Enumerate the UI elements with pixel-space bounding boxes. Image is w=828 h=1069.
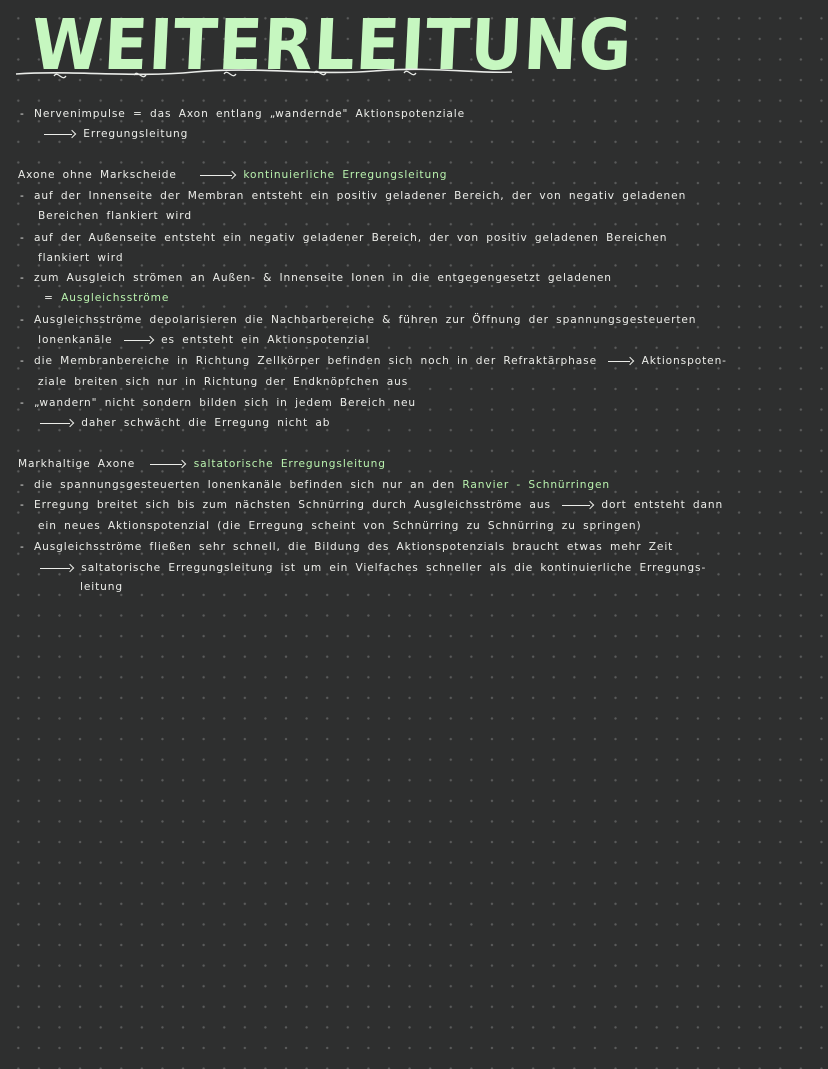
bullet-dash: - bbox=[20, 397, 25, 409]
equals-sign: = bbox=[44, 292, 54, 304]
s1-bullet-4a bbox=[20, 313, 696, 327]
s1-text-4a: Ausgleichsströme depolarisieren die Nachbarbereiche & führen zur Öffnung der spannungsgesteuerten bbox=[34, 314, 697, 326]
arrow-icon bbox=[40, 418, 74, 428]
s2-bullet-3c bbox=[80, 580, 123, 594]
s2-text-3b: saltatorische Erregungsleitung ist um ein Vielfaches schneller als die kontinuierliche Erregungs- bbox=[81, 562, 707, 574]
s2-bullet-2b bbox=[38, 519, 642, 533]
s1-bullet-2a bbox=[20, 231, 667, 245]
section-1-heading bbox=[18, 168, 447, 182]
section-2-title: Markhaltige Axone bbox=[18, 458, 136, 470]
s1-text-3b: Ausgleichsströme bbox=[61, 292, 170, 304]
s2-text-3c: leitung bbox=[80, 581, 124, 593]
bullet-dash: - bbox=[20, 499, 25, 511]
s1-text-5a-result: Aktionspoten- bbox=[641, 355, 727, 367]
s2-bullet-3a bbox=[20, 540, 673, 554]
arrow-icon bbox=[200, 170, 236, 180]
s2-text-1-highlight: Ranvier - Schnürringen bbox=[462, 479, 610, 491]
s2-text-2a-result: dort entsteht dann bbox=[601, 499, 724, 511]
bullet-dash: - bbox=[20, 190, 25, 202]
page-title: WEITERLEITUNG bbox=[29, 4, 635, 86]
s1-text-2b: flankiert wird bbox=[38, 252, 124, 264]
s1-bullet-3a bbox=[20, 271, 612, 285]
s1-text-5b: ziale breiten sich nur in Richtung der Endknöpfchen aus bbox=[38, 376, 409, 388]
section-1-title: Axone ohne Markscheide bbox=[18, 169, 177, 181]
arrow-icon bbox=[150, 459, 186, 469]
s2-text-3a: Ausgleichsströme fließen sehr schnell, die Bildung des Aktionspotenzials braucht etwas mehr Zeit bbox=[34, 541, 674, 553]
s2-bullet-3b bbox=[40, 561, 706, 575]
s1-text-1b: Bereichen flankiert wird bbox=[38, 210, 192, 222]
bullet-dash: - bbox=[20, 272, 25, 284]
intro-line-2 bbox=[44, 127, 188, 141]
bullet-dash: - bbox=[20, 355, 25, 367]
s1-bullet-6b bbox=[40, 416, 330, 430]
s1-text-2a: auf der Außenseite entsteht ein negativ geladener Bereich, der von positiv geladenen Bereichen bbox=[34, 232, 668, 244]
intro-text-2: Erregungsleitung bbox=[83, 128, 189, 140]
s1-text-3a: zum Ausgleich strömen an Außen- & Innenseite Ionen in die entgegengesetzt geladenen bbox=[34, 272, 612, 284]
s1-bullet-5b bbox=[38, 375, 408, 389]
section-2-heading bbox=[18, 457, 386, 471]
arrow-icon bbox=[124, 335, 154, 345]
s1-text-4b: Ionenkanäle bbox=[38, 334, 113, 346]
bullet-dash: - bbox=[20, 232, 25, 244]
bullet-dash: - bbox=[20, 479, 25, 491]
section-2-result: saltatorische Erregungsleitung bbox=[193, 458, 386, 470]
s1-bullet-1b bbox=[38, 209, 192, 223]
title-underline-icon bbox=[14, 60, 514, 84]
bullet-dash: - bbox=[20, 108, 25, 120]
s2-text-2b: ein neues Aktionspotenzial (die Erregung scheint von Schnürring zu Schnürring zu springen) bbox=[38, 520, 642, 532]
arrow-icon bbox=[608, 356, 634, 366]
s1-bullet-3b bbox=[44, 291, 169, 305]
s1-text-4b-result: es entsteht ein Aktionspotenzial bbox=[161, 334, 370, 346]
section-1-result: kontinuierliche Erregungsleitung bbox=[243, 169, 448, 181]
s1-bullet-5a bbox=[20, 354, 727, 368]
s2-bullet-1 bbox=[20, 478, 610, 492]
arrow-icon bbox=[40, 563, 74, 573]
bullet-dash: - bbox=[20, 314, 25, 326]
s1-text-1a: auf der Innenseite der Membran entsteht ein positiv geladener Bereich, der von negativ geladenen bbox=[34, 190, 687, 202]
intro-text-1: Nervenimpulse = das Axon entlang „wandernde" Aktionspotenziale bbox=[34, 108, 466, 120]
s1-text-5a: die Membranbereiche in Richtung Zellkörper befinden sich noch in der Refraktärphase bbox=[34, 355, 598, 367]
s2-text-2a: Erregung breitet sich bis zum nächsten Schnürring durch Ausgleichsströme aus bbox=[34, 499, 551, 511]
s1-bullet-1a bbox=[20, 189, 686, 203]
s1-bullet-4b bbox=[38, 333, 369, 347]
s2-text-1: die spannungsgesteuerten Ionenkanäle befinden sich nur an den bbox=[34, 479, 456, 491]
bullet-dash: - bbox=[20, 541, 25, 553]
s1-text-6a: „wandern" nicht sondern bilden sich in jedem Bereich neu bbox=[34, 397, 416, 409]
s1-bullet-2b bbox=[38, 251, 123, 265]
intro-line-1 bbox=[20, 107, 465, 121]
s1-bullet-6a bbox=[20, 396, 416, 410]
arrow-icon bbox=[44, 129, 76, 139]
s1-text-6b: daher schwächt die Erregung nicht ab bbox=[81, 417, 331, 429]
s2-bullet-2a bbox=[20, 498, 723, 512]
arrow-icon bbox=[562, 500, 594, 510]
